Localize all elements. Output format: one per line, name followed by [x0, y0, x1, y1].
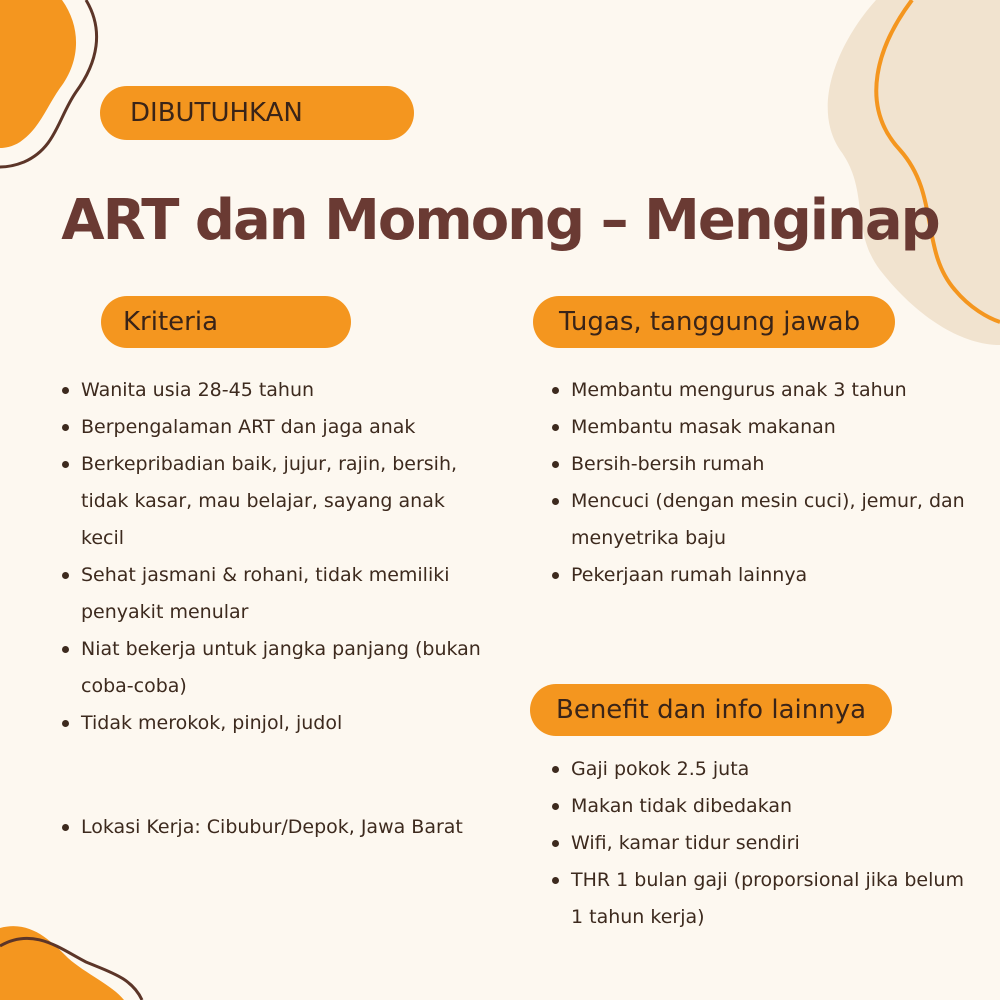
criteria-heading: Kriteria [101, 296, 351, 348]
list-item: Bersih-bersih rumah [552, 446, 972, 483]
list-item: Pekerjaan rumah lainnya [552, 557, 972, 594]
bottom-left-blob [0, 926, 124, 1000]
list-item: Wifi, kamar tidur sendiri [552, 825, 972, 862]
list-item: Niat bekerja untuk jangka panjang (bukan coba-coba) [62, 631, 482, 705]
list-item: Membantu masak makanan [552, 409, 972, 446]
list-item: Wanita usia 28-45 tahun [62, 372, 482, 409]
list-item: THR 1 bulan gaji (proporsional jika belum 1 tahun kerja) [552, 862, 972, 936]
list-item: Berpengalaman ART dan jaga anak [62, 409, 482, 446]
list-item: Sehat jasmani & rohani, tidak memiliki penyakit menular [62, 557, 482, 631]
top-left-blob [0, 0, 76, 148]
hiring-badge: DIBUTUHKAN [100, 86, 414, 140]
benefit-list [552, 751, 972, 936]
list-item: Makan tidak dibedakan [552, 788, 972, 825]
list-item: Membantu mengurus anak 3 tahun [552, 372, 972, 409]
criteria-list [62, 372, 482, 742]
location-item: Lokasi Kerja: Cibubur/Depok, Jawa Barat [62, 809, 482, 846]
benefit-heading: Benefit dan info lainnya [530, 684, 892, 736]
list-item: Berkepribadian baik, jujur, rajin, bersih, tidak kasar, mau belajar, sayang anak kecil [62, 446, 482, 557]
page-title: ART dan Momong – Menginap [61, 188, 939, 253]
duties-heading: Tugas, tanggung jawab [533, 296, 895, 348]
location-list [62, 809, 482, 846]
duties-list [552, 372, 972, 594]
list-item: Tidak merokok, pinjol, judol [62, 705, 482, 742]
list-item: Gaji pokok 2.5 juta [552, 751, 972, 788]
list-item: Mencuci (dengan mesin cuci), jemur, dan menyetrika baju [552, 483, 972, 557]
